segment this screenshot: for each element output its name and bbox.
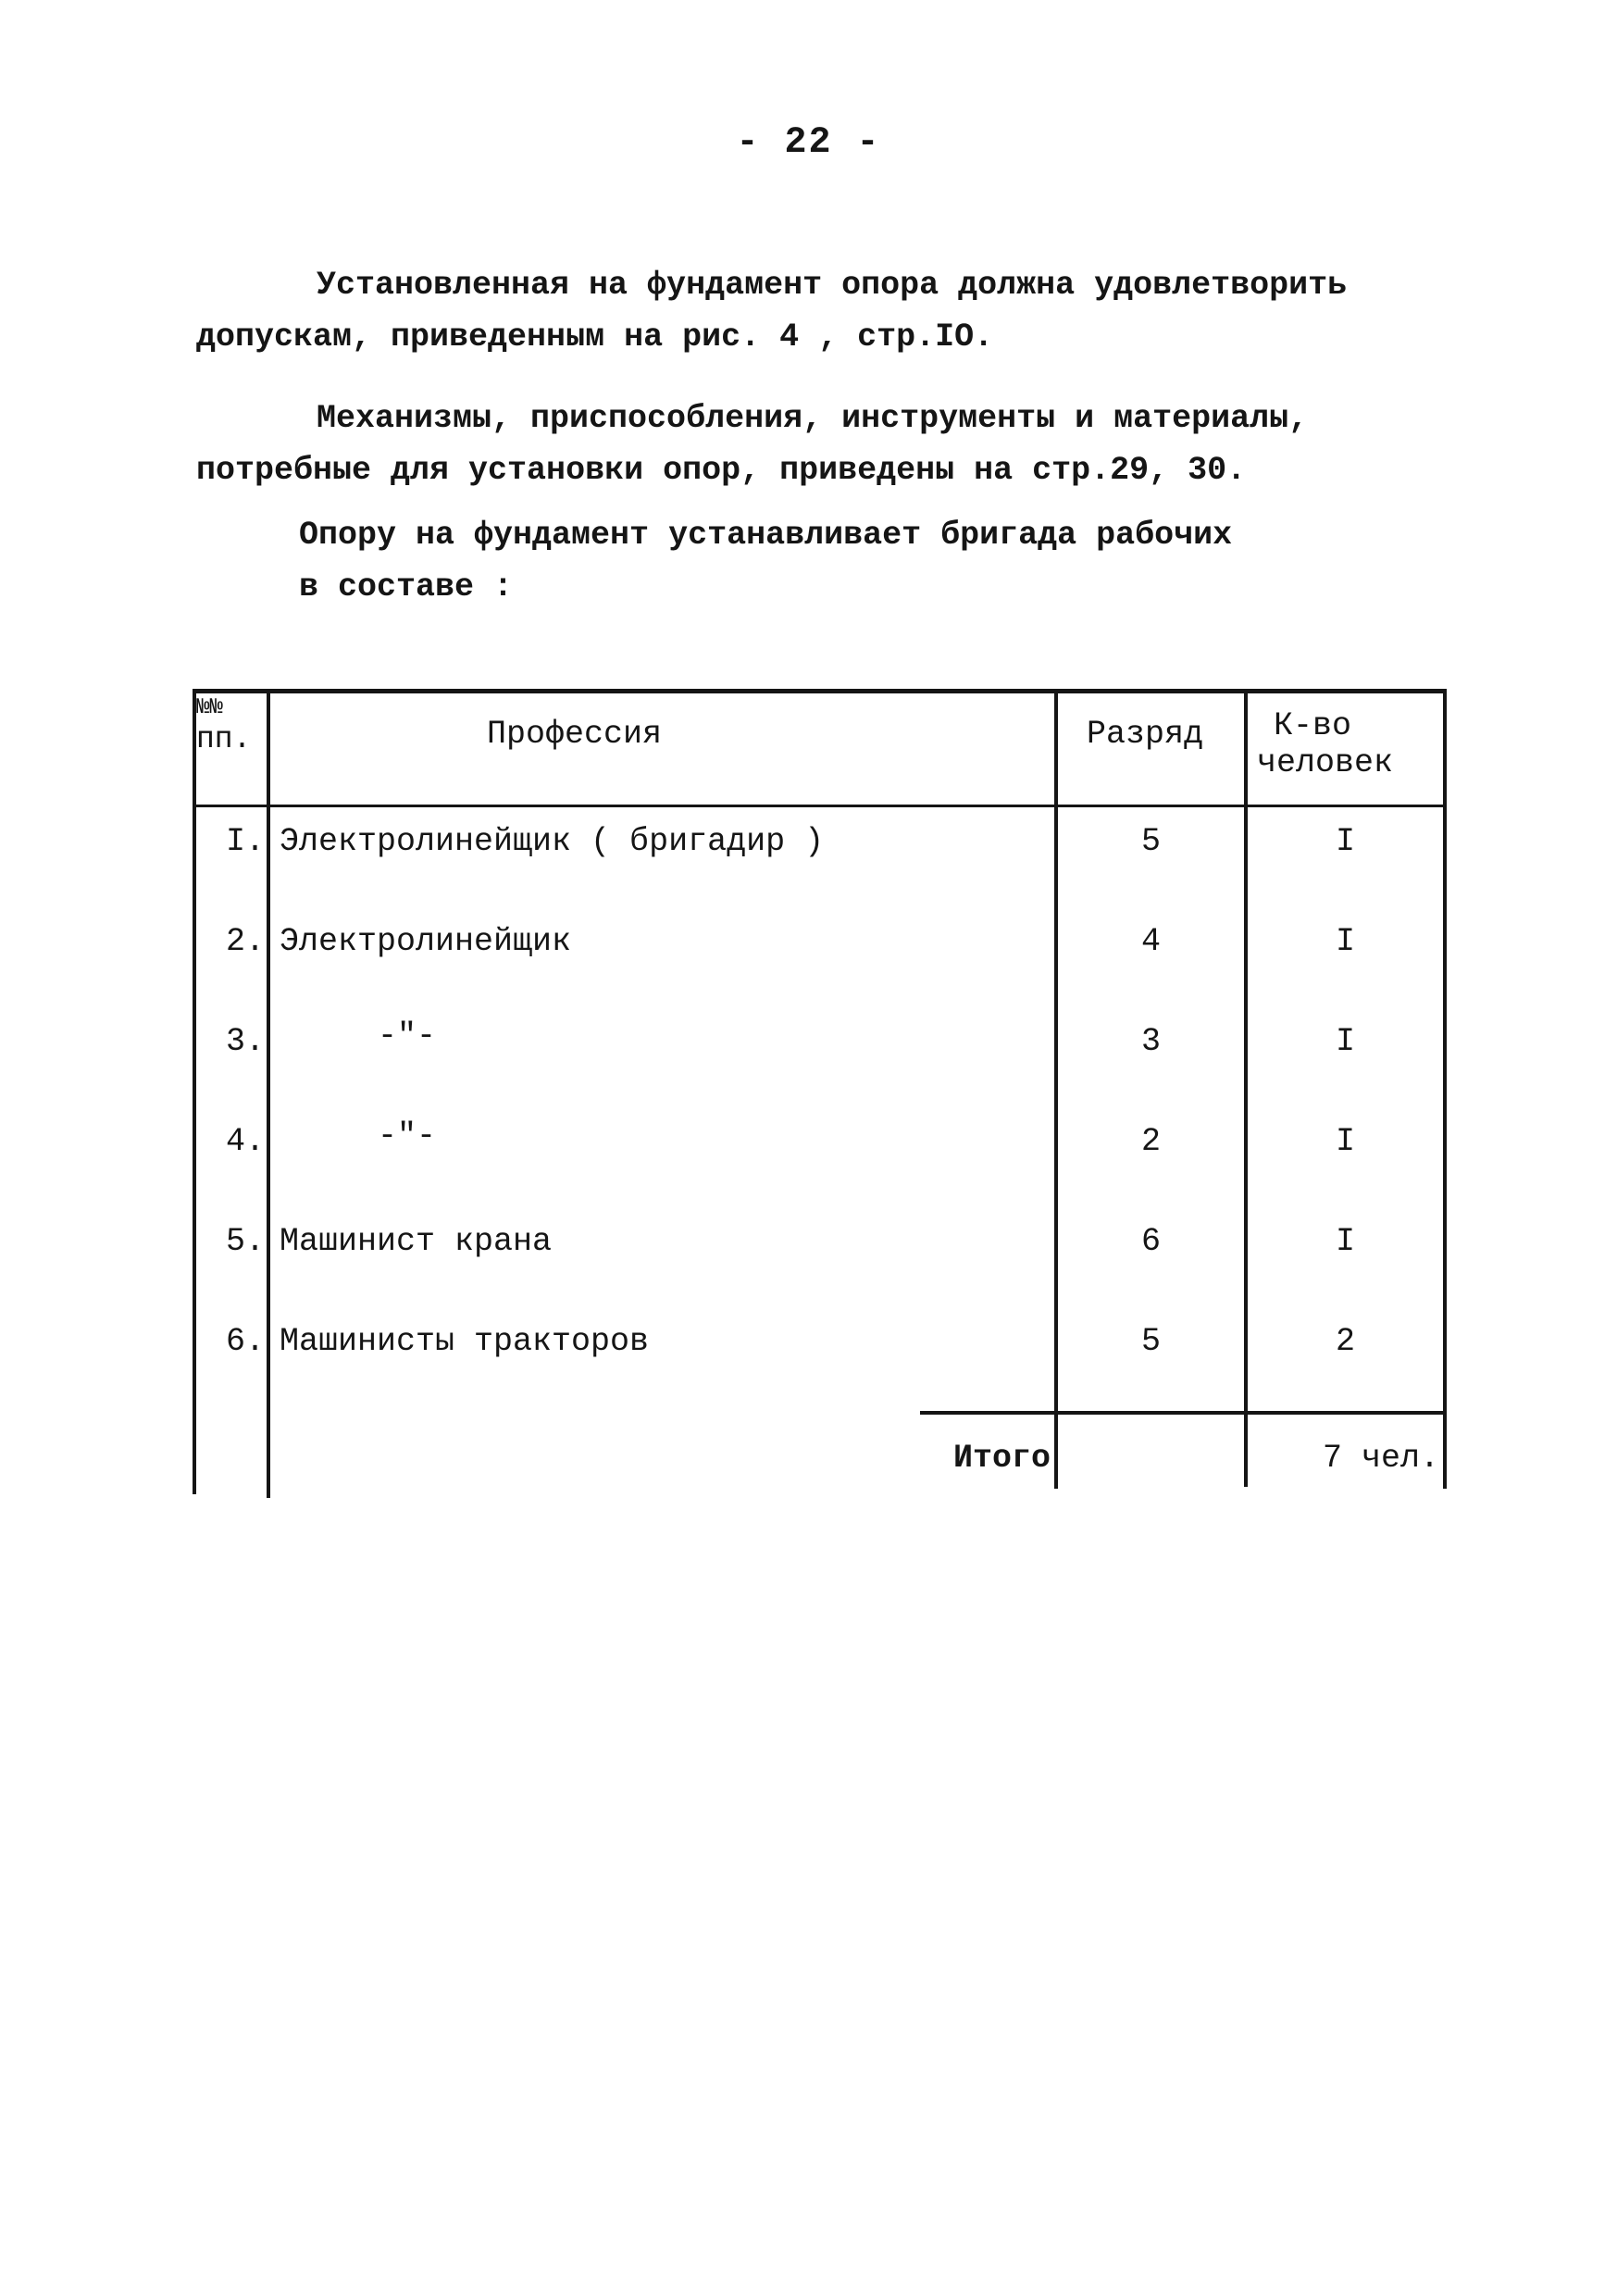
row-profession: Электролинейщик ( бригадир ) xyxy=(280,823,825,860)
table-header-rule xyxy=(193,805,1447,807)
row-count: I xyxy=(1335,1023,1355,1060)
row-grade: 5 xyxy=(1140,1323,1161,1360)
paragraph-tolerances xyxy=(196,259,1347,363)
row-profession: -"- xyxy=(378,1117,437,1154)
paragraph-line: Установленная на фундамент опора должна удовлетворить xyxy=(317,267,1348,304)
row-profession: Машинисты тракторов xyxy=(280,1323,650,1360)
table-column-rule xyxy=(193,689,196,1494)
total-count: 7 чел. xyxy=(1322,1440,1439,1477)
table-total-rule xyxy=(920,1411,1447,1415)
table-column-rule xyxy=(1054,689,1058,1489)
row-number: 3. xyxy=(225,1023,265,1060)
paragraph-line: потребные для установки опор, приведены на стр.29, 30. xyxy=(196,452,1247,489)
header-count-line: человек xyxy=(1257,744,1394,781)
table-column-rule xyxy=(1443,689,1447,1489)
row-number: 6. xyxy=(225,1323,265,1360)
row-number: I. xyxy=(225,823,265,860)
paragraph-line: Опору на фундамент устанавливает бригада рабочих xyxy=(299,517,1233,554)
header-number-line: №№ xyxy=(196,695,223,720)
page-number: - 22 - xyxy=(736,122,881,164)
paragraph-crew xyxy=(299,509,1232,613)
row-profession: Электролинейщик xyxy=(280,923,572,960)
paragraph-line: допускам, приведенным на рис. 4 , стр.IO. xyxy=(196,318,994,356)
row-grade: 6 xyxy=(1140,1223,1161,1260)
row-profession: -"- xyxy=(378,1017,437,1054)
header-number xyxy=(196,696,251,759)
row-grade: 4 xyxy=(1140,923,1161,960)
total-label: Итого xyxy=(952,1440,1051,1477)
table-column-rule xyxy=(1244,689,1248,1487)
paragraph-line: Механизмы, приспособления, инструменты и материалы, xyxy=(317,400,1309,437)
row-count: I xyxy=(1335,1123,1355,1160)
row-grade: 5 xyxy=(1140,823,1161,860)
crew-table xyxy=(193,689,1447,1498)
row-profession: Машинист крана xyxy=(280,1223,553,1260)
row-count: 2 xyxy=(1335,1323,1355,1360)
row-count: I xyxy=(1335,1223,1355,1260)
header-profession: Профессия xyxy=(487,716,663,753)
row-count: I xyxy=(1335,823,1355,860)
row-number: 2. xyxy=(225,923,265,960)
paragraph-line: в составе : xyxy=(299,568,514,605)
table-column-rule xyxy=(267,689,270,1498)
paragraph-equipment xyxy=(196,393,1308,496)
header-grade: Разряд xyxy=(1087,716,1204,753)
row-grade: 2 xyxy=(1140,1123,1161,1160)
row-count: I xyxy=(1335,923,1355,960)
row-grade: 3 xyxy=(1140,1023,1161,1060)
header-count xyxy=(1257,707,1393,781)
table-top-rule xyxy=(193,689,1447,693)
row-number: 4. xyxy=(225,1123,265,1160)
row-number: 5. xyxy=(225,1223,265,1260)
header-count-line: К-во xyxy=(1274,707,1352,744)
header-number-line: пп. xyxy=(196,722,252,756)
